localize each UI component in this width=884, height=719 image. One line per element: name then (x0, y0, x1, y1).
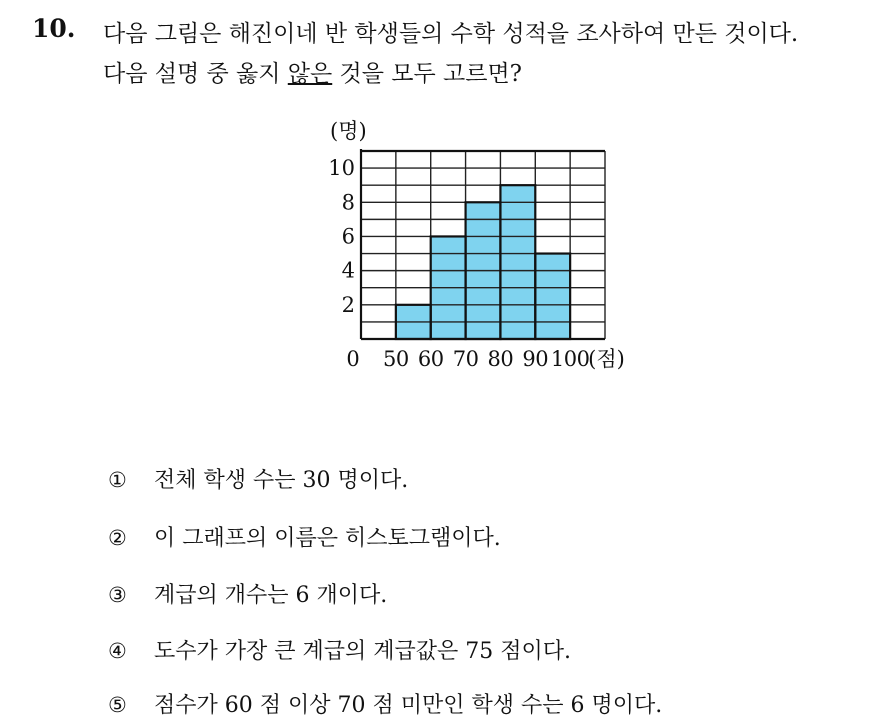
x-tick-label: 80 (487, 347, 514, 371)
y-tick-label: 4 (341, 258, 355, 283)
option-number: ① (108, 468, 127, 492)
option-text: 계급의 개수는 6 개이다. (154, 583, 388, 608)
y-tick-label: 10 (328, 156, 355, 181)
option-number: ⑤ (108, 693, 127, 717)
x-tick-label: 60 (417, 347, 444, 371)
x-tick-label: 90 (522, 347, 549, 371)
option-text: 전체 학생 수는 30 명이다. (154, 468, 409, 493)
option-4[interactable] (108, 634, 571, 665)
option-text: 점수가 60 점 이상 70 점 미만인 학생 수는 6 명이다. (154, 693, 663, 718)
x-tick-label: 50 (382, 347, 409, 371)
question-text-line1: 다음 그림은 해진이네 반 학생들의 수학 성적을 조사하여 만든 것이다. (103, 21, 799, 47)
option-1[interactable] (108, 463, 408, 494)
option-number: ④ (108, 639, 127, 663)
question-text-line2 (103, 55, 522, 88)
option-number: ② (108, 526, 127, 550)
y-tick-label: 2 (341, 292, 355, 317)
x-tick-label: 70 (452, 347, 479, 371)
underlined-word: 않은 (287, 61, 333, 87)
x-axis-unit-label: (점) (588, 347, 625, 371)
y-tick-label: 8 (341, 190, 355, 215)
question-text-line2-post: 것을 모두 고르면? (332, 61, 523, 87)
histogram-bar (500, 185, 535, 339)
option-number: ③ (108, 583, 127, 607)
y-tick-label: 6 (341, 224, 355, 249)
histogram-bar (535, 254, 570, 339)
option-text: 도수가 가장 큰 계급의 계급값은 75 점이다. (154, 639, 571, 664)
question-text-line2-pre: 다음 설명 중 옳지 (103, 61, 288, 87)
y-axis-unit-label: (명) (330, 119, 367, 143)
bars (396, 185, 570, 339)
option-text: 이 그래프의 이름은 히스토그램이다. (154, 526, 501, 551)
x-tick-label: 100 (550, 347, 590, 371)
histogram-chart (300, 112, 660, 382)
option-2[interactable] (108, 521, 501, 552)
question-number: 10. (32, 14, 76, 43)
origin-label: 0 (346, 347, 360, 371)
option-3[interactable] (108, 578, 387, 609)
option-5[interactable] (108, 688, 662, 719)
